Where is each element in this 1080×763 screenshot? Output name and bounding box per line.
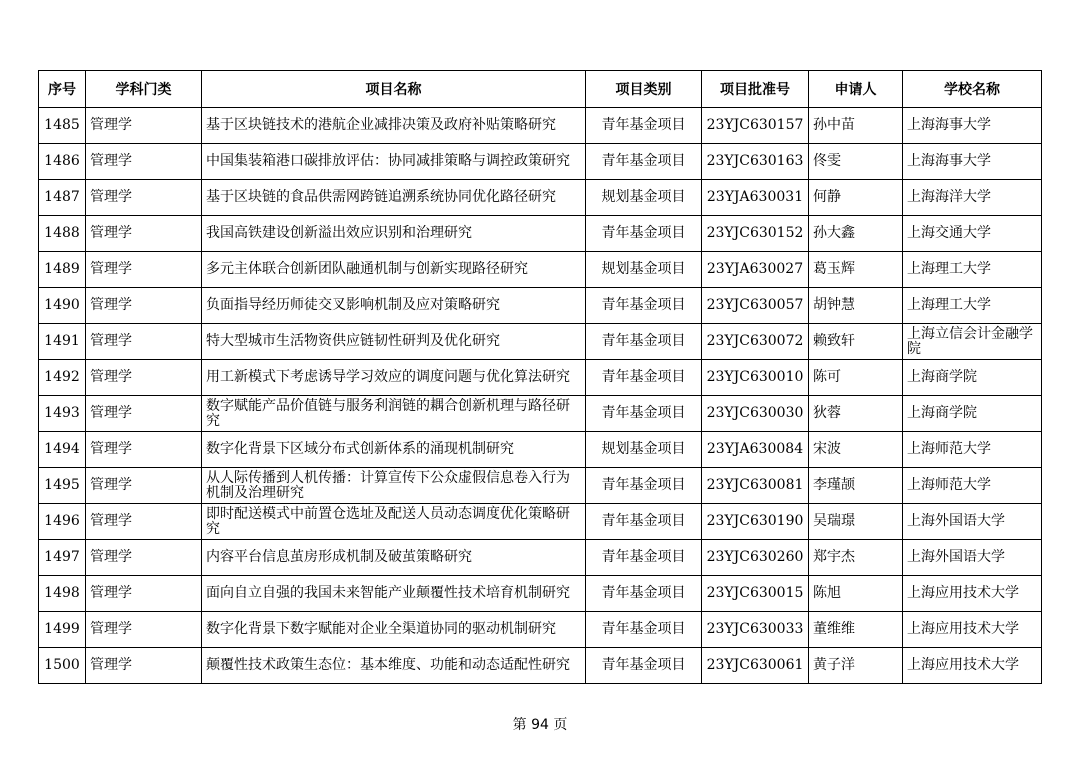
project-title-cell: 数字赋能产品价值链与服务利润链的耦合创新机理与路径研究 [202, 396, 586, 432]
discipline-cell: 管理学 [86, 252, 202, 288]
project-category-cell: 青年基金项目 [586, 360, 702, 396]
approval-code-cell: 23YJC630030 [702, 396, 809, 432]
table-row [39, 396, 1042, 432]
project-category-cell: 青年基金项目 [586, 648, 702, 684]
applicant-cell: 陈旭 [809, 576, 903, 612]
school-cell: 上海海事大学 [903, 144, 1042, 180]
row-number-cell: 1495 [39, 468, 86, 504]
school-cell: 上海交通大学 [903, 216, 1042, 252]
table-row [39, 504, 1042, 540]
applicant-cell: 狄蓉 [809, 396, 903, 432]
project-title-cell: 基于区块链的食品供需网跨链追溯系统协同优化路径研究 [202, 180, 586, 216]
project-title-cell: 中国集装箱港口碳排放评估：协同减排策略与调控政策研究 [202, 144, 586, 180]
header-cell: 学校名称 [903, 71, 1042, 108]
school-cell: 上海应用技术大学 [903, 612, 1042, 648]
approval-code-cell: 23YJC630015 [702, 576, 809, 612]
school-cell: 上海理工大学 [903, 288, 1042, 324]
table-header-row [39, 71, 1042, 108]
applicant-cell: 孙大鑫 [809, 216, 903, 252]
applicant-cell: 赖致轩 [809, 324, 903, 360]
approval-code-cell: 23YJC630057 [702, 288, 809, 324]
applicant-cell: 陈可 [809, 360, 903, 396]
project-category-cell: 规划基金项目 [586, 180, 702, 216]
project-title-cell: 数字化背景下数字赋能对企业全渠道协同的驱动机制研究 [202, 612, 586, 648]
discipline-cell: 管理学 [86, 540, 202, 576]
school-cell: 上海应用技术大学 [903, 576, 1042, 612]
discipline-cell: 管理学 [86, 216, 202, 252]
table-row [39, 324, 1042, 360]
project-category-cell: 青年基金项目 [586, 108, 702, 144]
row-number-cell: 1487 [39, 180, 86, 216]
applicant-cell: 董维维 [809, 612, 903, 648]
project-title-cell: 从人际传播到人机传播：计算宣传下公众虚假信息卷入行为机制及治理研究 [202, 468, 586, 504]
row-number-cell: 1488 [39, 216, 86, 252]
project-title-cell: 特大型城市生活物资供应链韧性研判及优化研究 [202, 324, 586, 360]
discipline-cell: 管理学 [86, 648, 202, 684]
school-cell: 上海海洋大学 [903, 180, 1042, 216]
table-row [39, 252, 1042, 288]
applicant-cell: 胡钟慧 [809, 288, 903, 324]
table-row [39, 432, 1042, 468]
applicant-cell: 宋波 [809, 432, 903, 468]
applicant-cell: 李瑾颉 [809, 468, 903, 504]
project-category-cell: 青年基金项目 [586, 576, 702, 612]
table-row [39, 108, 1042, 144]
approval-code-cell: 23YJC630010 [702, 360, 809, 396]
row-number-cell: 1498 [39, 576, 86, 612]
row-number-cell: 1491 [39, 324, 86, 360]
school-cell: 上海应用技术大学 [903, 648, 1042, 684]
row-number-cell: 1499 [39, 612, 86, 648]
project-category-cell: 青年基金项目 [586, 288, 702, 324]
discipline-cell: 管理学 [86, 468, 202, 504]
approval-code-cell: 23YJC630260 [702, 540, 809, 576]
project-category-cell: 青年基金项目 [586, 216, 702, 252]
table-row [39, 576, 1042, 612]
project-category-cell: 青年基金项目 [586, 540, 702, 576]
header-cell: 项目批准号 [702, 71, 809, 108]
project-title-cell: 颠覆性技术政策生态位：基本维度、功能和动态适配性研究 [202, 648, 586, 684]
row-number-cell: 1485 [39, 108, 86, 144]
discipline-cell: 管理学 [86, 108, 202, 144]
discipline-cell: 管理学 [86, 144, 202, 180]
row-number-cell: 1494 [39, 432, 86, 468]
discipline-cell: 管理学 [86, 360, 202, 396]
project-category-cell: 青年基金项目 [586, 144, 702, 180]
table-row [39, 612, 1042, 648]
applicant-cell: 葛玉辉 [809, 252, 903, 288]
project-category-cell: 青年基金项目 [586, 468, 702, 504]
discipline-cell: 管理学 [86, 396, 202, 432]
discipline-cell: 管理学 [86, 612, 202, 648]
approval-code-cell: 23YJA630027 [702, 252, 809, 288]
project-title-cell: 数字化背景下区域分布式创新体系的涌现机制研究 [202, 432, 586, 468]
approval-code-cell: 23YJA630031 [702, 180, 809, 216]
applicant-cell: 何静 [809, 180, 903, 216]
table-row [39, 468, 1042, 504]
table-row [39, 540, 1042, 576]
school-cell: 上海立信会计金融学院 [903, 324, 1042, 360]
approval-code-cell: 23YJC630061 [702, 648, 809, 684]
header-cell: 序号 [39, 71, 86, 108]
table-row [39, 180, 1042, 216]
header-cell: 项目类别 [586, 71, 702, 108]
project-title-cell: 面向自立自强的我国未来智能产业颠覆性技术培育机制研究 [202, 576, 586, 612]
row-number-cell: 1486 [39, 144, 86, 180]
applicant-cell: 黄子洋 [809, 648, 903, 684]
applicant-cell: 孙中苗 [809, 108, 903, 144]
table-row [39, 288, 1042, 324]
project-table [38, 70, 1042, 684]
approval-code-cell: 23YJC630190 [702, 504, 809, 540]
row-number-cell: 1489 [39, 252, 86, 288]
applicant-cell: 佟雯 [809, 144, 903, 180]
project-title-cell: 基于区块链技术的港航企业减排决策及政府补贴策略研究 [202, 108, 586, 144]
table-body [39, 108, 1042, 684]
page-number: 第 94 页 [512, 717, 568, 733]
project-title-cell: 用工新模式下考虑诱导学习效应的调度问题与优化算法研究 [202, 360, 586, 396]
row-number-cell: 1490 [39, 288, 86, 324]
school-cell: 上海商学院 [903, 360, 1042, 396]
school-cell: 上海师范大学 [903, 432, 1042, 468]
header-cell: 申请人 [809, 71, 903, 108]
project-category-cell: 青年基金项目 [586, 504, 702, 540]
row-number-cell: 1492 [39, 360, 86, 396]
school-cell: 上海海事大学 [903, 108, 1042, 144]
row-number-cell: 1500 [39, 648, 86, 684]
header-cell: 项目名称 [202, 71, 586, 108]
project-category-cell: 规划基金项目 [586, 252, 702, 288]
table-row [39, 648, 1042, 684]
approval-code-cell: 23YJC630157 [702, 108, 809, 144]
project-title-cell: 我国高铁建设创新溢出效应识别和治理研究 [202, 216, 586, 252]
discipline-cell: 管理学 [86, 180, 202, 216]
project-title-cell: 内容平台信息茧房形成机制及破茧策略研究 [202, 540, 586, 576]
project-category-cell: 青年基金项目 [586, 396, 702, 432]
approval-code-cell: 23YJC630163 [702, 144, 809, 180]
discipline-cell: 管理学 [86, 432, 202, 468]
project-title-cell: 负面指导经历师徒交叉影响机制及应对策略研究 [202, 288, 586, 324]
approval-code-cell: 23YJA630084 [702, 432, 809, 468]
table-row [39, 360, 1042, 396]
discipline-cell: 管理学 [86, 288, 202, 324]
project-category-cell: 青年基金项目 [586, 612, 702, 648]
approval-code-cell: 23YJC630081 [702, 468, 809, 504]
discipline-cell: 管理学 [86, 576, 202, 612]
approval-code-cell: 23YJC630072 [702, 324, 809, 360]
header-cell: 学科门类 [86, 71, 202, 108]
discipline-cell: 管理学 [86, 324, 202, 360]
school-cell: 上海商学院 [903, 396, 1042, 432]
row-number-cell: 1497 [39, 540, 86, 576]
approval-code-cell: 23YJC630152 [702, 216, 809, 252]
school-cell: 上海外国语大学 [903, 540, 1042, 576]
applicant-cell: 吴瑞璟 [809, 504, 903, 540]
project-title-cell: 即时配送模式中前置仓选址及配送人员动态调度优化策略研究 [202, 504, 586, 540]
discipline-cell: 管理学 [86, 504, 202, 540]
approval-code-cell: 23YJC630033 [702, 612, 809, 648]
applicant-cell: 郑宇杰 [809, 540, 903, 576]
school-cell: 上海师范大学 [903, 468, 1042, 504]
table-row [39, 216, 1042, 252]
table-row [39, 144, 1042, 180]
project-category-cell: 规划基金项目 [586, 432, 702, 468]
school-cell: 上海外国语大学 [903, 504, 1042, 540]
project-title-cell: 多元主体联合创新团队融通机制与创新实现路径研究 [202, 252, 586, 288]
project-category-cell: 青年基金项目 [586, 324, 702, 360]
row-number-cell: 1493 [39, 396, 86, 432]
row-number-cell: 1496 [39, 504, 86, 540]
school-cell: 上海理工大学 [903, 252, 1042, 288]
